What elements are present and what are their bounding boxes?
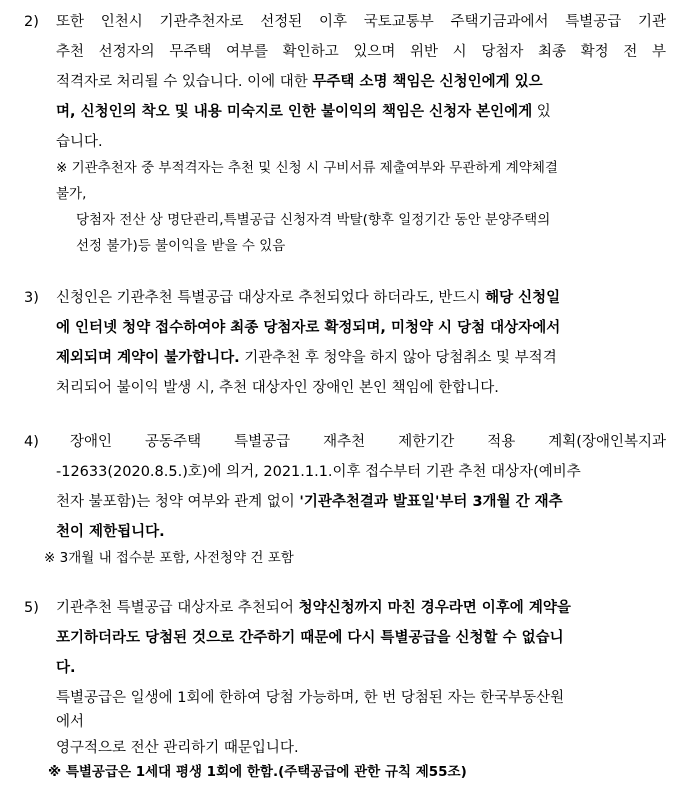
note-line: ※ 특별공급은 1세대 평생 1회에 한함.(주택공급에 관한 규칙 제55조) [48, 764, 467, 780]
item-number: 3) [24, 290, 39, 306]
paragraph-line: 에 인터넷 청약 접수하여야 최종 당첨자로 확정되며, 미청약 시 당첨 대상자에서 [56, 320, 561, 336]
paragraph-line: 에서 [56, 714, 85, 730]
paragraph-line: 포기하더라도 당첨된 것으로 간주하기 때문에 다시 특별공급을 신청할 수 없습니 [56, 630, 564, 646]
item-number: 4) [24, 434, 39, 450]
paragraph-line: 신청인은 기관추천 특별공급 대상자로 추천되었다 하더라도, 반드시 해당 신청일 [56, 290, 561, 306]
paragraph-line: 며, 신청인의 착오 및 내용 미숙지로 인한 불이익의 책임은 신청자 본인에게 있 [56, 104, 551, 120]
paragraph-line: 영구적으로 전산 관리하기 때문입니다. [56, 740, 299, 756]
note-line: 당첨자 전산 상 명단관리,특별공급 신청자격 박탈(향후 일정기간 동안 분양주택의 [76, 212, 551, 228]
paragraph-line: 특별공급은 일생에 1회에 한하여 당첨 가능하며, 한 번 당첨된 자는 한국부동산원 [56, 690, 565, 706]
paragraph-line: 천이 제한됩니다. [56, 524, 165, 540]
paragraph-line: 천자 불포함)는 청약 여부와 관계 없이 '기관추천결과 발표일'부터 3개월 간 재추 [56, 494, 563, 510]
note-line: 불가, [56, 186, 87, 202]
note-line: ※ 3개월 내 접수분 포함, 사전청약 건 포함 [44, 550, 294, 566]
paragraph-line: 다. [56, 660, 76, 676]
paragraph-line: 제외되며 계약이 불가합니다. 기관추천 후 청약을 하지 않아 당첨취소 및 부적격 [56, 350, 557, 366]
paragraph-line: -12633(2020.8.5.)호)에 의거, 2021.1.1.이후 접수부터 기관 추천 대상자(예비추 [56, 464, 581, 480]
item-number: 5) [24, 600, 39, 616]
paragraph-line: 또한 인천시 기관추천자로 선정된 이후 국토교통부 주택기금과에서 특별공급 기관 [56, 14, 666, 30]
note-line: ※ 기관추천자 중 부적격자는 추천 및 신청 시 구비서류 제출여부와 무관하게 계약체결 [56, 160, 558, 176]
paragraph-line: 장애인 공동주택 특별공급 재추천 제한기간 적용 계획(장애인복지과 [70, 434, 666, 450]
paragraph-line: 처리되어 불이익 발생 시, 추천 대상자인 장애인 본인 책임에 한합니다. [56, 380, 499, 396]
paragraph-line: 기관추천 특별공급 대상자로 추천되어 청약신청까지 마친 경우라면 이후에 계약을 [56, 600, 571, 616]
item-number: 2) [24, 14, 39, 30]
note-line: 선정 불가)등 불이익을 받을 수 있음 [76, 238, 286, 254]
paragraph-line: 습니다. [56, 134, 103, 150]
paragraph-line: 적격자로 처리될 수 있습니다. 이에 대한 무주택 소명 책임은 신청인에게 있으 [56, 74, 543, 90]
paragraph-line: 추천 선정자의 무주택 여부를 확인하고 있으며 위반 시 당첨자 최종 확정 전 부 [56, 44, 666, 60]
